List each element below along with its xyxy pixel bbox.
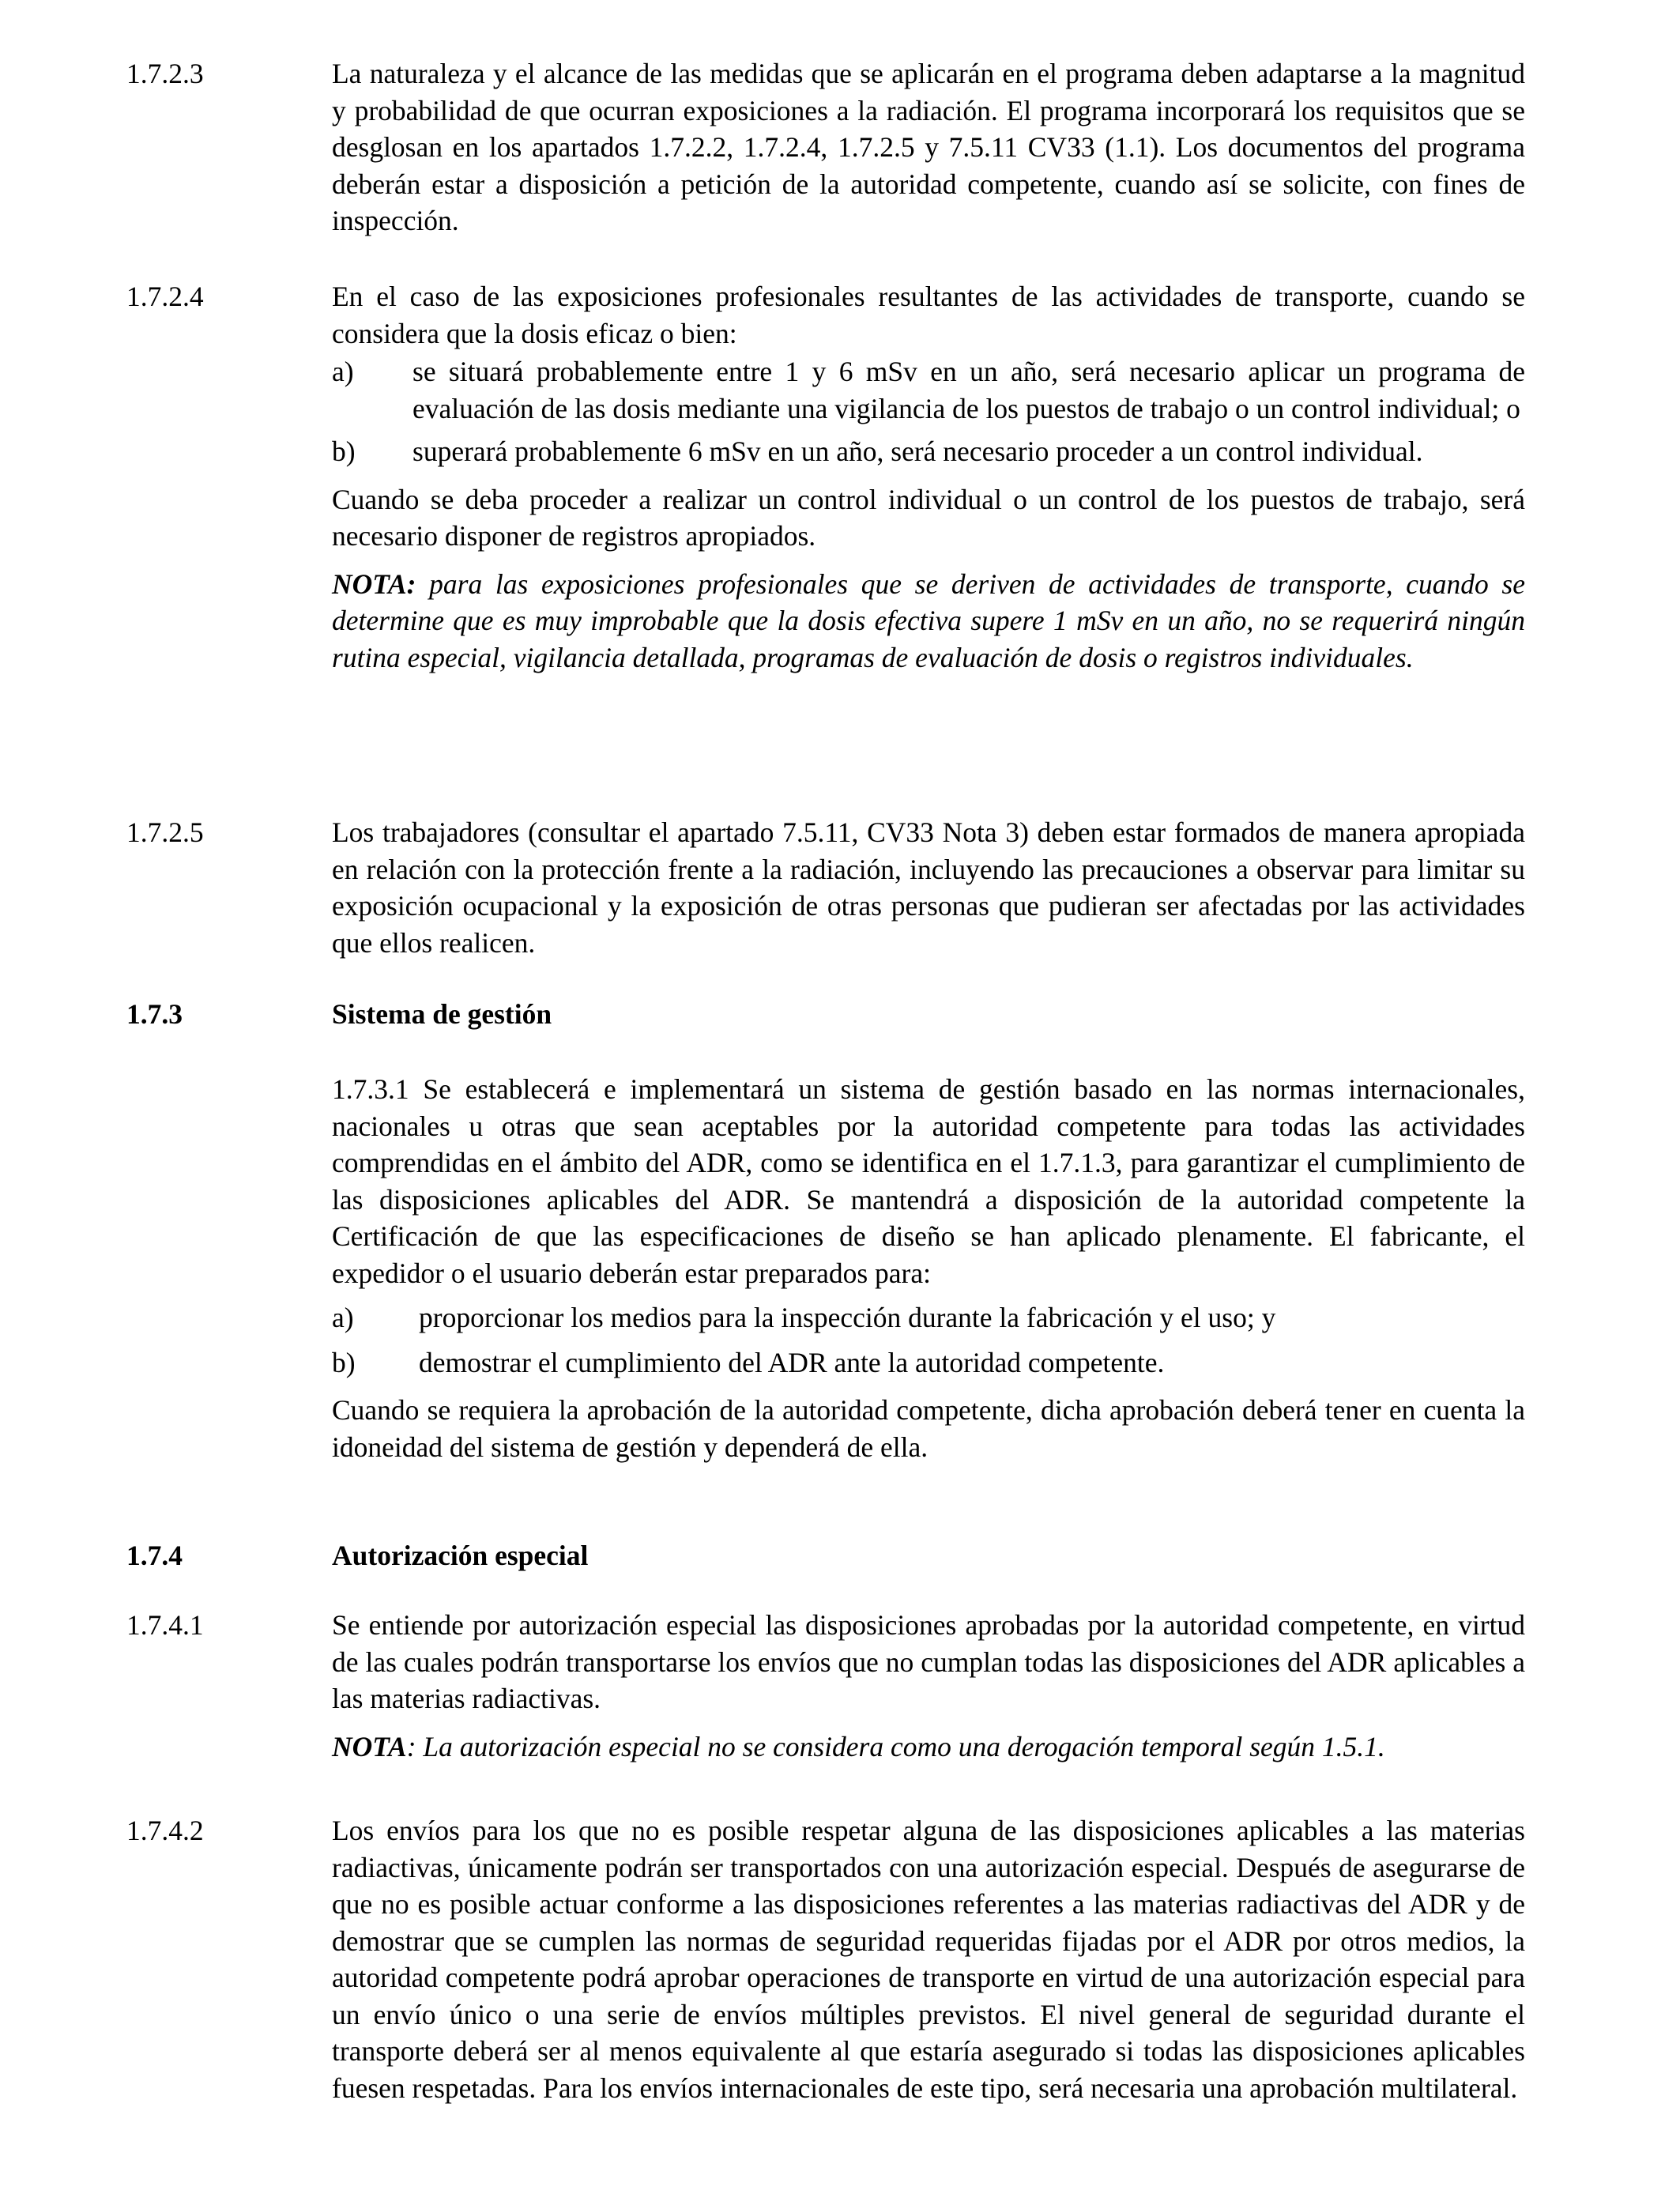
section-text: Los envíos para los que no es posible respetar alguna de las disposiciones aplicables a las materias radiactivas, únicamente podrán ser transportados con una autorización especial. Después de asegurarse de que no es posible actuar conforme a las disposiciones referentes a las materias radiactivas del ADR y de demostrar que se cumplen las normas de seguridad requeridas fijadas por el ADR por otros medios, la autoridad competente podrá aprobar operaciones de transporte en virtud de una autorización especial para un envío único o una serie de envíos múltiples previstos. El nivel general de seguridad durante el transporte deberá ser al menos equivalente al que estaría asegurado si todas las disposiciones aplicables fuesen respetadas. Para los envíos internacionales de este tipo, será necesaria una aprobación multilateral.: [332, 1815, 1525, 2104]
section-intro: En el caso de las exposiciones profesionales resultantes de las actividades de transporte, cuando se considera que la dosis eficaz o bien:: [332, 281, 1525, 349]
section-text: Los trabajadores (consultar el apartado 7.5.11, CV33 Nota 3) deben estar formados de manera apropiada en relación con la protección frente a la radiación, incluyendo las precauciones a observar para limitar su exposición ocupacional y la exposición de otras personas que pudieran ser afectadas por las actividades que ellos realicen.: [332, 816, 1525, 959]
note: [332, 1728, 1525, 1766]
section-heading: Sistema de gestión: [332, 998, 552, 1030]
note-text: : La autorización especial no se considera como una derogación temporal según 1.5.1.: [406, 1730, 1385, 1762]
list-item: [332, 1344, 1525, 1382]
note-label: NOTA:: [332, 567, 416, 600]
list-item: [332, 433, 1525, 470]
note-label: NOTA: [332, 1730, 407, 1762]
list-item-text: demostrar el cumplimiento del ADR ante la autoridad competente.: [419, 1346, 1165, 1378]
section-text: Se entiende por autorización especial las disposiciones aprobadas por la autoridad competente, en virtud de las cuales podrán transportarse los envíos que no cumplan todas las disposiciones del ADR aplicables a las materias radiactivas.: [332, 1609, 1525, 1714]
list-item-label: b): [332, 435, 356, 467]
section-paragraph: Cuando se deba proceder a realizar un control individual o un control de los puestos de trabajo, será necesario disponer de registros apropiados.: [332, 483, 1525, 552]
list-item: [332, 1299, 1525, 1336]
section-number: 1.7.4.1: [126, 1609, 204, 1641]
section-text: 1.7.3.1 Se establecerá e implementará un sistema de gestión basado en las normas internacionales, nacionales u otras que sean aceptables por la autoridad competente para todas las actividades comprendidas en el ámbito del ADR, como se identifica en el 1.7.1.3, para garantizar el cumplimiento de las disposiciones aplicables del ADR. Se mantendrá a disposición de la autoridad competente la Certificación de que las especificaciones de diseño se han aplicado plenamente. El fabricante, el expedidor o el usuario deberán estar preparados para:: [332, 1073, 1525, 1289]
section-number: 1.7.2.5: [126, 816, 204, 848]
section-paragraph: Cuando se requiera la aprobación de la autoridad competente, dicha aprobación deberá tener en cuenta la idoneidad del sistema de gestión y dependerá de ella.: [332, 1394, 1525, 1463]
list-item-text: proporcionar los medios para la inspección durante la fabricación y el uso; y: [419, 1302, 1276, 1333]
list-item-text: se situará probablemente entre 1 y 6 mSv en un año, será necesario aplicar un programa de evaluación de las dosis mediante una vigilancia de los puestos de trabajo o un control individual; o: [412, 356, 1525, 424]
list-item-label: a): [332, 1302, 354, 1333]
list-item-label: a): [332, 356, 354, 387]
section-number: 1.7.3: [126, 998, 183, 1030]
section-text: La naturaleza y el alcance de las medidas que se aplicarán en el programa deben adaptarse a la magnitud y probabilidad de que ocurran exposiciones a la radiación. El programa incorporará los requisitos que se desglosan en los apartados 1.7.2.2, 1.7.2.4, 1.7.2.5 y 7.5.11 CV33 (1.1). Los documentos del programa deberán estar a disposición a petición de la autoridad competente, cuando así se solicite, con fines de inspección.: [332, 58, 1525, 236]
note: [332, 566, 1525, 677]
section-number: 1.7.4.2: [126, 1815, 204, 1846]
section-number: 1.7.2.3: [126, 58, 204, 89]
section-number: 1.7.2.4: [126, 281, 204, 312]
note-text: para las exposiciones profesionales que se deriven de actividades de transporte, cuando se determine que es muy improbable que la dosis efectiva supere 1 mSv en un año, no se requerirá ningún rutina especial, vigilancia detallada, programas de evaluación de dosis o registros individuales.: [332, 567, 1525, 673]
list-item-text: superará probablemente 6 mSv en un año, será necesario proceder a un control individual.: [412, 435, 1423, 467]
section-heading: Autorización especial: [332, 1540, 589, 1571]
section-number: 1.7.4: [126, 1540, 183, 1571]
list-item: [332, 353, 1525, 427]
list-item-label: b): [332, 1346, 356, 1378]
